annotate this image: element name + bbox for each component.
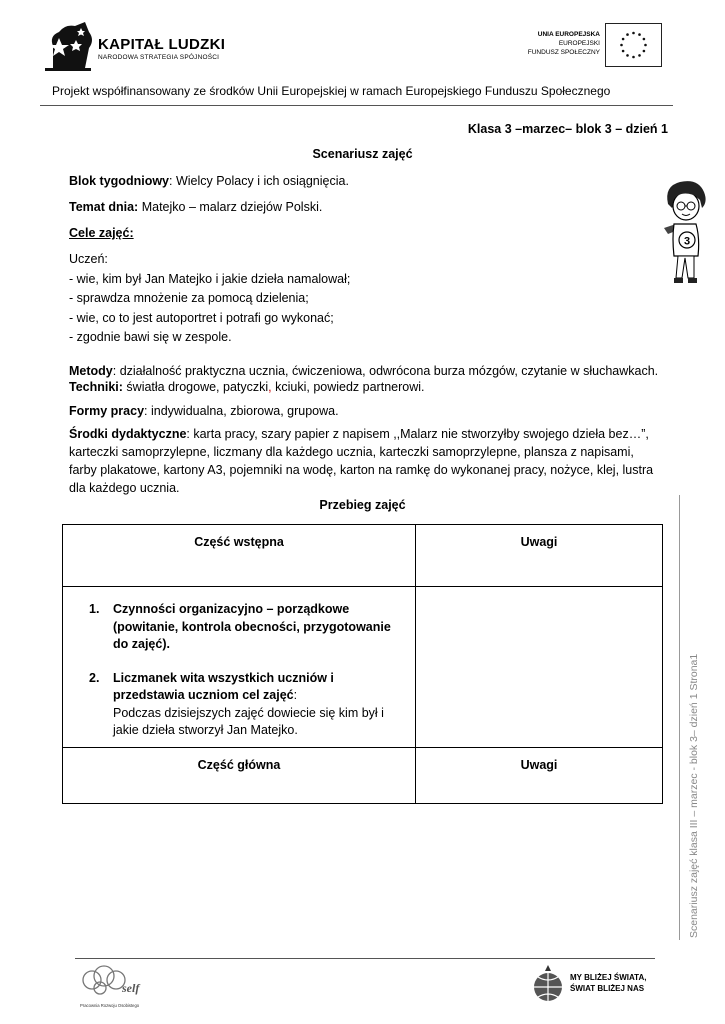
step-text-rest: : [293, 688, 298, 702]
logo-title: KAPITAŁ LUDZKI [98, 36, 226, 53]
self-logo-icon [78, 962, 150, 1010]
eu-flag-icon [605, 23, 662, 67]
eu-text [528, 30, 600, 57]
course-title: Przebieg zajęć [319, 498, 406, 512]
class-info: Klasa 3 –marzec– blok 3 – dzień 1 [467, 122, 668, 136]
footer-slogan-line-1: MY BLIŻEJ ŚWIATA, [570, 973, 647, 982]
intro-header: Część wstępna [63, 525, 416, 587]
work-forms-label: Formy pracy [69, 404, 145, 418]
notes-cell [416, 587, 663, 748]
mascot-badge-number: 3 [683, 235, 691, 248]
step-number: 1. [89, 602, 100, 616]
footer-slogan-line-2: ŚWIAT BLIŻEJ NAS [570, 984, 645, 993]
goals-intro: Uczeń: [69, 252, 108, 266]
logo-subtitle: NARODOWA STRATEGIA SPÓJNOŚCI [98, 54, 220, 61]
techniques [69, 378, 425, 396]
kapital-ludzki-logo-icon [45, 18, 100, 73]
weekly-block-label: Blok tygodniowy [69, 174, 169, 188]
lesson-plan-table [62, 524, 663, 804]
techniques-value-a: światła drogowe, patyczki [122, 380, 269, 394]
table-row [63, 525, 663, 587]
didactic-label: Środki dydaktyczne [69, 427, 187, 441]
eu-line-2: EUROPEJSKI [558, 40, 600, 47]
footer-divider [75, 958, 655, 959]
methods-value: : działalność praktyczna ucznia, ćwiczeniowa, odwrócona burza mózgów, czytanie w słuchawkach. [112, 364, 659, 378]
header-divider [40, 105, 673, 106]
topic-value: Matejko – malarz dziejów Polski. [138, 200, 323, 214]
weekly-block-value: : Wielcy Polacy i ich osiągnięcia. [169, 174, 349, 188]
step-number: 2. [89, 670, 100, 685]
goal-item: - wie, kim był Jan Matejko i jakie dzieła namalował; [69, 271, 351, 286]
step-item [89, 601, 407, 654]
work-forms-value: : indywidualna, zbiorowa, grupowa. [144, 404, 339, 418]
weekly-block [69, 172, 349, 190]
goals-label: Cele zajęć: [69, 226, 134, 240]
step-text: Czynności organizacyjno – porządkowe (powitanie, kontrola obecności, przygotowanie do zajęć). [113, 602, 391, 651]
globe-logo-icon [530, 963, 566, 1008]
didactic-value: : karta pracy, szary papier z napisem ,,Malarz nie stworzyłby swojego dzieła bez…”, karteczki samoprzylepne, liczmany dla każdego ucznia, karteczki samoprzylepne, plansza z napisami, farby plakatowe, kartony A3, pojemniki na wodę, karton na ramkę do wykonanej pracy, nożyce, klej, lustra dla każdego ucznia. [69, 427, 654, 495]
notes-header: Uwagi [416, 525, 663, 587]
self-logo-caption: Pracownia Rozwoju Osobistego [80, 1003, 140, 1008]
side-divider [679, 495, 680, 940]
goal-item: - wie, co to jest autoportret i potrafi go wykonać; [69, 310, 334, 325]
topic-label: Temat dnia: [69, 200, 139, 214]
side-footer-text: Scenariusz zajęć klasa III – marzec - blok 3– dzień 1 Strona1 [688, 653, 700, 938]
work-forms [69, 402, 339, 420]
techniques-comma: , [268, 380, 272, 394]
mascot-icon [658, 178, 710, 288]
goal-item: - zgodnie bawi się w zespole. [69, 330, 232, 344]
footer-slogan [570, 972, 646, 994]
main-header: Część główna [63, 748, 416, 804]
didactic-resources [69, 425, 659, 497]
page-title: Scenariusz zajęć [312, 147, 413, 161]
step-text: Liczmanek wita wszystkich uczniów i przedstawia uczniom cel zajęć [113, 670, 334, 702]
eu-line-1: UNIA EUROPEJSKA [537, 31, 600, 38]
topic [69, 198, 322, 216]
eu-line-3: FUNDUSZ SPOŁECZNY [527, 49, 600, 56]
methods-label: Metody [69, 364, 113, 378]
goal-item: - sprawdza mnożenie za pomocą dzielenia; [69, 291, 309, 305]
techniques-label: Techniki: [69, 380, 123, 394]
step-detail: Podczas dzisiejszych zajęć dowiecie się kim był i jakie dzieła stworzył Jan Matejko. [113, 705, 384, 737]
project-statement: Projekt współfinansowany ze środków Unii Europejskiej w ramach Europejskiego Funduszu Społecznego [52, 84, 611, 98]
step-item [89, 670, 407, 740]
goals-list [69, 250, 350, 348]
self-logo-text: self [122, 981, 140, 995]
table-row [63, 748, 663, 804]
table-row [63, 587, 663, 748]
main-notes-header: Uwagi [416, 748, 663, 804]
intro-steps [63, 587, 416, 748]
techniques-value-b: kciuki, powiedz partnerowi. [271, 380, 425, 394]
